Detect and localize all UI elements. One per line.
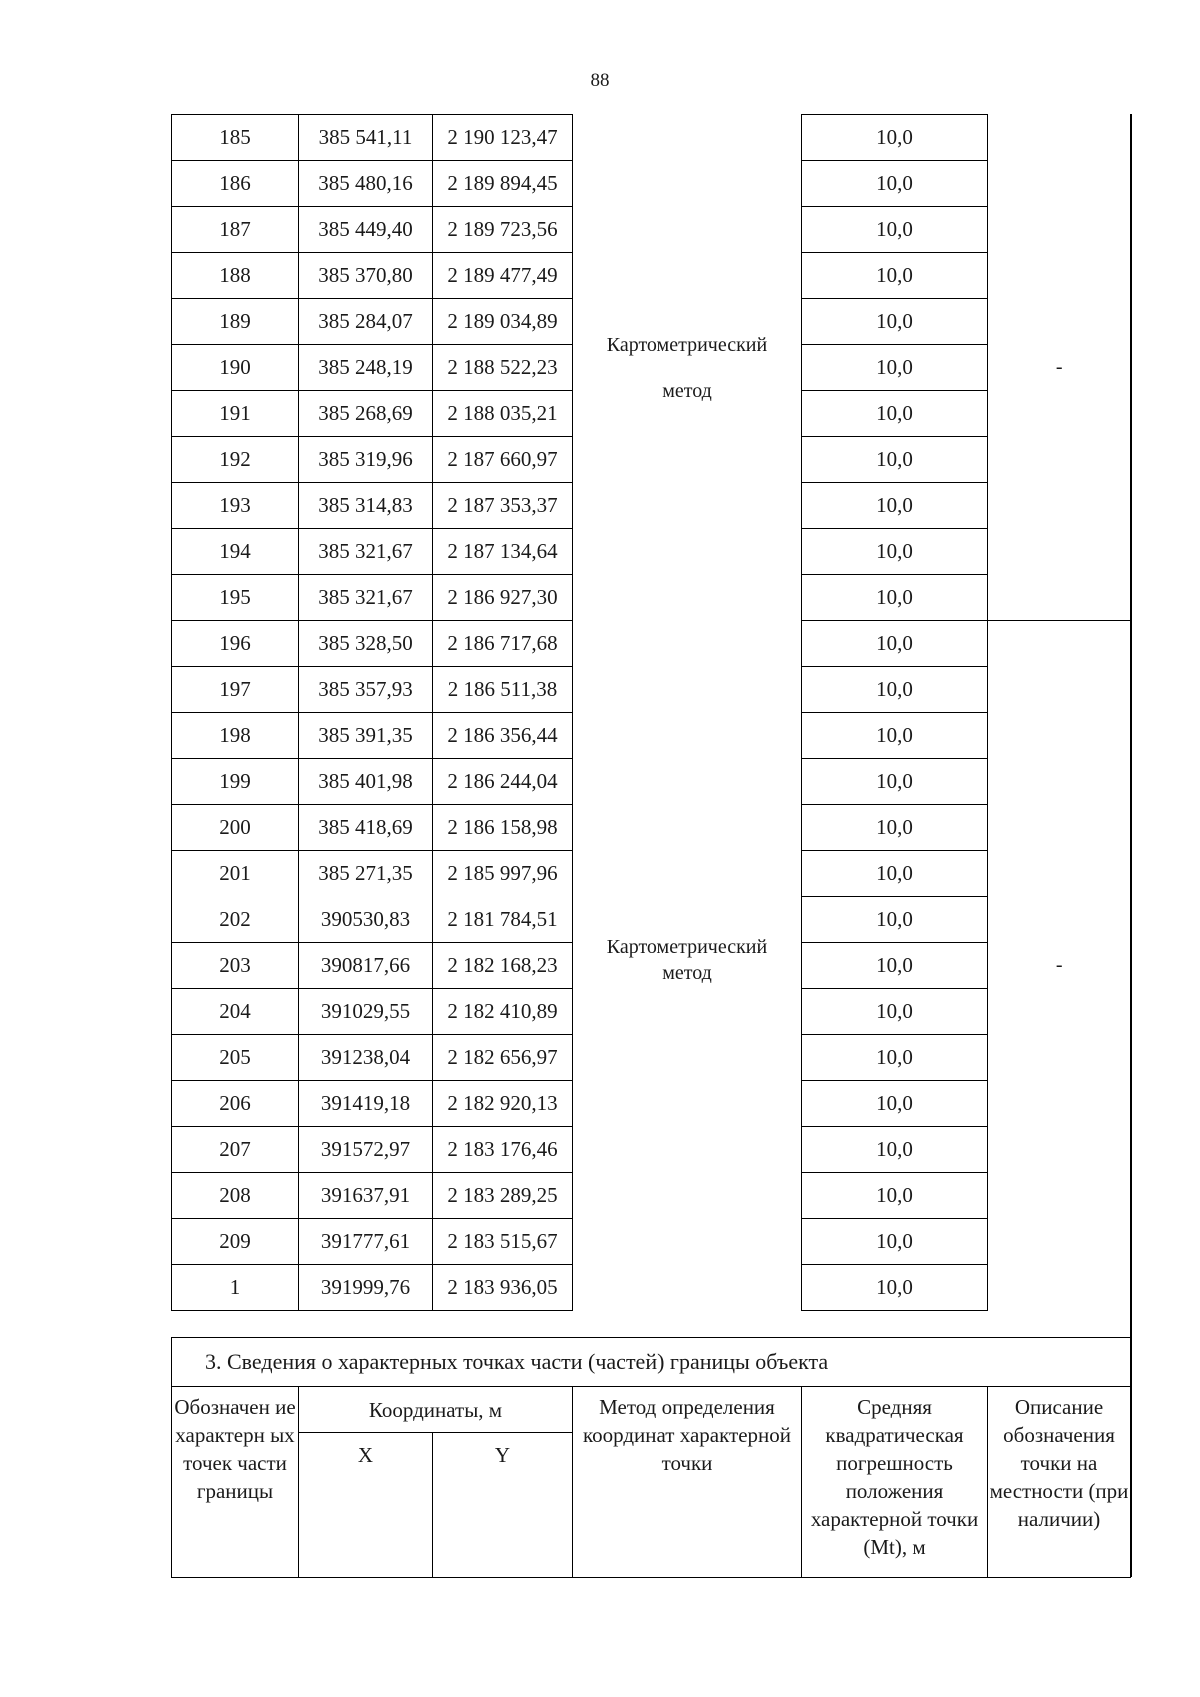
coord-x: 391419,18	[299, 1081, 433, 1127]
point-id: 1	[172, 1265, 299, 1311]
point-id: 202	[172, 897, 299, 943]
mean-error: 10,0	[802, 989, 988, 1035]
point-id: 191	[172, 391, 299, 437]
mean-error: 10,0	[802, 943, 988, 989]
coord-y: 2 189 723,56	[433, 207, 573, 253]
mean-error: 10,0	[802, 1219, 988, 1265]
mean-error: 10,0	[802, 713, 988, 759]
coordinates-table	[171, 114, 1131, 1311]
coord-y: 2 189 894,45	[433, 161, 573, 207]
coord-x: 385 328,50	[299, 621, 433, 667]
mean-error: 10,0	[802, 897, 988, 943]
coord-x: 385 401,98	[299, 759, 433, 805]
coord-x: 385 321,67	[299, 529, 433, 575]
coord-y: 2 187 353,37	[433, 483, 573, 529]
section-3-header-table	[171, 1337, 1131, 1578]
point-id: 208	[172, 1173, 299, 1219]
coord-x: 385 418,69	[299, 805, 433, 851]
coord-x: 385 449,40	[299, 207, 433, 253]
header-method: Метод определения координат характерной точки	[573, 1387, 802, 1578]
point-id: 189	[172, 299, 299, 345]
mean-error: 10,0	[802, 759, 988, 805]
coord-y: 2 190 123,47	[433, 115, 573, 161]
point-id: 199	[172, 759, 299, 805]
header-coordinates: Координаты, м	[299, 1387, 573, 1433]
table-row	[172, 621, 1131, 667]
coord-y: 2 186 244,04	[433, 759, 573, 805]
point-id: 196	[172, 621, 299, 667]
point-id: 193	[172, 483, 299, 529]
method-cell	[573, 115, 802, 621]
coord-x: 385 248,19	[299, 345, 433, 391]
coord-x: 391572,97	[299, 1127, 433, 1173]
point-id: 201	[172, 851, 299, 897]
mean-error: 10,0	[802, 299, 988, 345]
coord-x: 391238,04	[299, 1035, 433, 1081]
coord-y: 2 186 511,38	[433, 667, 573, 713]
point-id: 188	[172, 253, 299, 299]
coord-x: 385 321,67	[299, 575, 433, 621]
point-id: 206	[172, 1081, 299, 1127]
mean-error: 10,0	[802, 621, 988, 667]
mean-error: 10,0	[802, 1127, 988, 1173]
coord-x: 385 284,07	[299, 299, 433, 345]
point-id: 197	[172, 667, 299, 713]
mean-error: 10,0	[802, 345, 988, 391]
coord-y: 2 182 656,97	[433, 1035, 573, 1081]
coord-x: 390817,66	[299, 943, 433, 989]
method-line: метод	[662, 379, 712, 402]
coord-y: 2 189 034,89	[433, 299, 573, 345]
mean-error: 10,0	[802, 253, 988, 299]
coord-y: 2 186 158,98	[433, 805, 573, 851]
mean-error: 10,0	[802, 115, 988, 161]
mean-error: 10,0	[802, 161, 988, 207]
coord-y: 2 186 717,68	[433, 621, 573, 667]
coord-y: 2 183 515,67	[433, 1219, 573, 1265]
mean-error: 10,0	[802, 667, 988, 713]
coord-x: 385 357,93	[299, 667, 433, 713]
point-id: 185	[172, 115, 299, 161]
method-cell	[573, 621, 802, 1311]
coord-y: 2 183 176,46	[433, 1127, 573, 1173]
coord-y: 2 188 522,23	[433, 345, 573, 391]
coord-x: 385 480,16	[299, 161, 433, 207]
point-id: 192	[172, 437, 299, 483]
coord-y: 2 182 920,13	[433, 1081, 573, 1127]
coord-x: 391029,55	[299, 989, 433, 1035]
coord-x: 385 370,80	[299, 253, 433, 299]
mean-error: 10,0	[802, 483, 988, 529]
point-id: 194	[172, 529, 299, 575]
point-id: 186	[172, 161, 299, 207]
page-number: 88	[590, 70, 610, 91]
header-point-designation: Обозначен ие характерн ых точек части границы	[172, 1387, 299, 1578]
header-y: Y	[433, 1433, 573, 1578]
header-description: Описание обозначения точки на местности (при наличии)	[988, 1387, 1131, 1578]
header-x: X	[299, 1433, 433, 1578]
coord-y: 2 182 410,89	[433, 989, 573, 1035]
point-id: 205	[172, 1035, 299, 1081]
coord-y: 2 188 035,21	[433, 391, 573, 437]
mean-error: 10,0	[802, 391, 988, 437]
description-cell: -	[988, 115, 1131, 621]
mean-error: 10,0	[802, 1035, 988, 1081]
mean-error: 10,0	[802, 1173, 988, 1219]
coord-y: 2 187 134,64	[433, 529, 573, 575]
description-cell: -	[988, 621, 1131, 1311]
point-id: 203	[172, 943, 299, 989]
point-id: 198	[172, 713, 299, 759]
coord-x: 385 268,69	[299, 391, 433, 437]
coord-x: 385 271,35	[299, 851, 433, 897]
coord-x: 385 541,11	[299, 115, 433, 161]
method-line: Картометрический	[606, 935, 768, 958]
point-id: 204	[172, 989, 299, 1035]
table-row	[172, 115, 1131, 161]
mean-error: 10,0	[802, 437, 988, 483]
coord-y: 2 186 356,44	[433, 713, 573, 759]
coord-x: 390530,83	[299, 897, 433, 943]
method-line: Картометрический	[606, 333, 768, 356]
coord-x: 391777,61	[299, 1219, 433, 1265]
section-title: 3. Сведения о характерных точках части (частей) границы объекта	[172, 1338, 1131, 1387]
coord-y: 2 185 997,96	[433, 851, 573, 897]
coord-x: 391637,91	[299, 1173, 433, 1219]
coord-x: 385 319,96	[299, 437, 433, 483]
coord-y: 2 181 784,51	[433, 897, 573, 943]
coord-x: 385 391,35	[299, 713, 433, 759]
coord-y: 2 182 168,23	[433, 943, 573, 989]
coord-x: 385 314,83	[299, 483, 433, 529]
point-id: 207	[172, 1127, 299, 1173]
coord-y: 2 186 927,30	[433, 575, 573, 621]
coord-y: 2 183 289,25	[433, 1173, 573, 1219]
point-id: 187	[172, 207, 299, 253]
mean-error: 10,0	[802, 575, 988, 621]
mean-error: 10,0	[802, 529, 988, 575]
point-id: 195	[172, 575, 299, 621]
point-id: 200	[172, 805, 299, 851]
coord-y: 2 183 936,05	[433, 1265, 573, 1311]
mean-error: 10,0	[802, 1081, 988, 1127]
mean-error: 10,0	[802, 1265, 988, 1311]
coord-y: 2 187 660,97	[433, 437, 573, 483]
point-id: 190	[172, 345, 299, 391]
mean-error: 10,0	[802, 805, 988, 851]
mean-error: 10,0	[802, 207, 988, 253]
coord-x: 391999,76	[299, 1265, 433, 1311]
header-mean-error: Средняя квадратическая погрешность положения характерной точки (Mt), м	[802, 1387, 988, 1578]
mean-error: 10,0	[802, 851, 988, 897]
coord-y: 2 189 477,49	[433, 253, 573, 299]
method-line: метод	[662, 961, 712, 984]
point-id: 209	[172, 1219, 299, 1265]
